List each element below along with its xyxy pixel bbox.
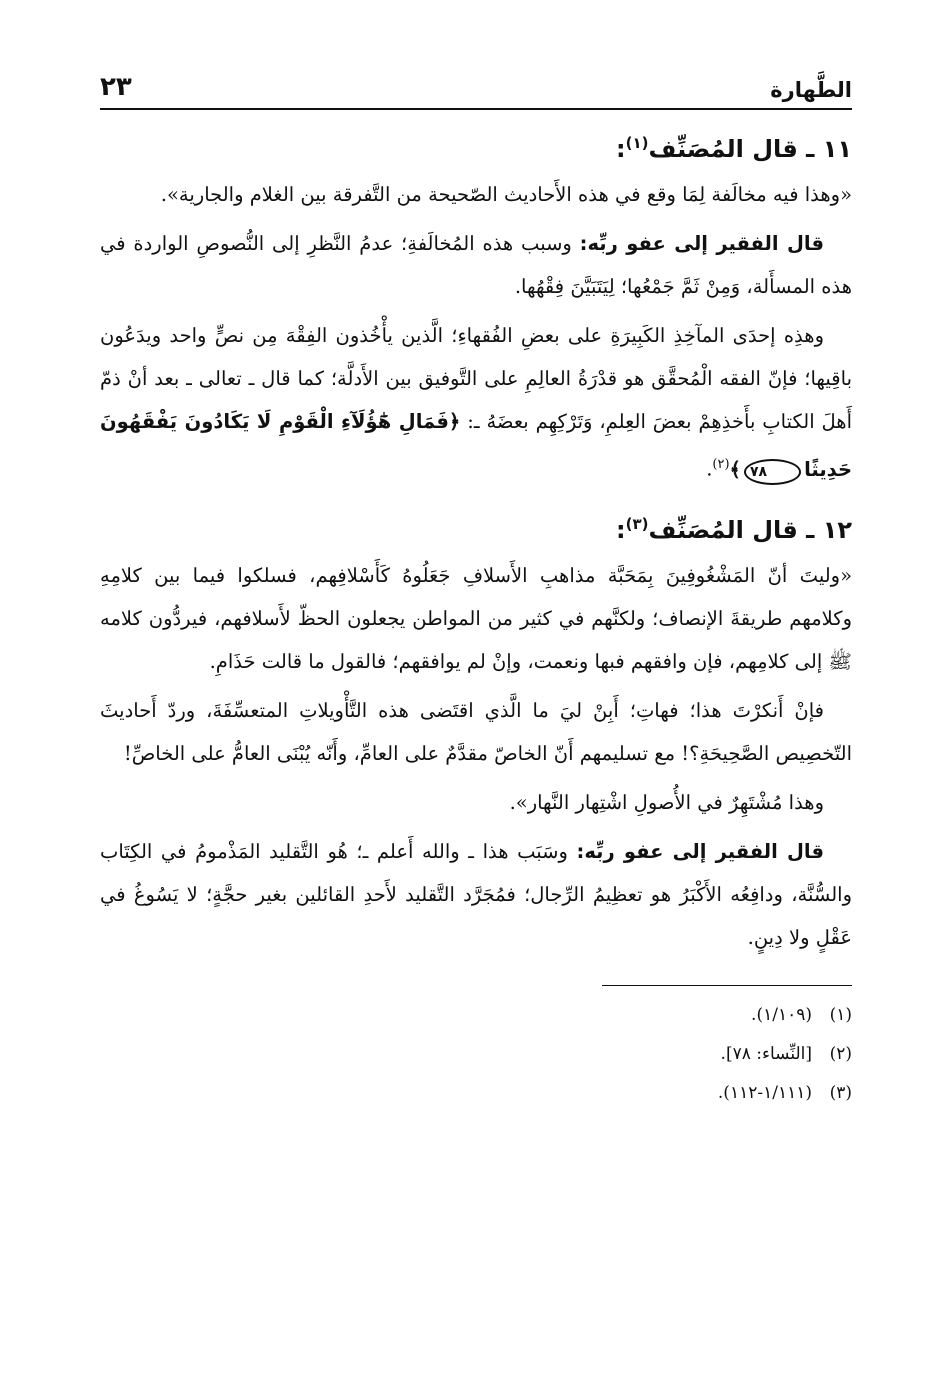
footnote-ref-3: (٣) — [625, 514, 649, 533]
ayah-number-badge: ٧٨ — [744, 459, 801, 485]
footnote-separator — [602, 985, 852, 986]
page-number: ٢٣ — [100, 72, 132, 102]
footnote: (٣)(١/١١١-١١٢). — [717, 1082, 852, 1103]
commentary-paragraph: قال الفقير إلى عفو ربِّه: وسبب هذه المُخالَفةِ؛ عدمُ النَّظرِ إلى النُّصوصِ الواردة في هذه المسأَلة، وَمِنْ ثَمَّ جَمْعُها؛ لِيَتَبَيَّنَ فِقْهُها. — [100, 232, 852, 298]
header-rule — [100, 108, 852, 110]
running-title: الطَّهارة — [770, 78, 852, 102]
footnote-ref-2: (٢) — [712, 457, 730, 472]
footnote: (١)(١/١٠٩). — [751, 1004, 852, 1025]
quote-paragraph: «وهذا فيه مخالَفة لِمَا وقع في هذه الأَحاديث الصّحيحة من التَّفرقة بين الغلام والجارية». — [160, 183, 852, 206]
footnote-ref-1: (١) — [625, 134, 649, 152]
commentary-paragraph: قال الفقير إلى عفو ربِّه: وسَبَب هذا ـ والله أَعلم ـ؛ هُو التَّقليد المَذْمومُ في الكِتَاب والسُّنَّة، ودافِعُه الأَكْبَرُ هو تعظِيمُ الرِّجال؛ فمُجَرَّد التَّقليد لأَحدِ القائلين بغير حجَّةٍ؛ لا يَسُوغُ في عَقْلٍ ولا دِينٍ. — [100, 839, 852, 949]
quran-verse: ﴿فَمَالِ هَٰٓؤُلَآءِ الْقَوْمِ لَا يَكَادُونَ يَفْقَهُونَ حَدِيثًا٧٨﴾ — [100, 410, 852, 481]
running-header — [100, 60, 852, 102]
section-11-title: ١١ ـ قال المُصَنِّف$^{(١)}$: — [616, 134, 852, 163]
quote-paragraph: فإنْ أَنكرْتَ هذا؛ فهاتِ؛ أَبِنْ ليَ ما الَّذي اقتَضى هذه التَّأْويلاتِ المتعسِّفَةَ، وردّ أَحاديثَ التّخصِيص الصَّحِيحَةِ؟! مع تسليمهم أَنّ الخاصّ مقدَّمٌ على العامِّ، وأَنّه يُبْنَى العامُّ على الخاصِّ! — [100, 698, 852, 765]
quote-paragraph: «وليتَ أنّ المَشْغُوفِينَ بِمَحَبَّة مذاهبِ الأَسلافِ جَعَلُوهُ كَأَسْلافِهم، فسلكوا فيما بين كلامِهِ وكلامهم طريقةَ الإنصاف؛ ولكنَّهم في كثير من المواطن يجعلون الحظّ لأَسلافهم، فيردُّون كلامه ﷺ إلى كلامِهم، فإن وافقهم فبها ونعمت، وإنْ لم يوافقهم؛ فالقول ما قالت حَذَامِ. — [100, 563, 852, 673]
section-12-title: ١٢ ـ قال المُصَنِّف$^{(٣)}$: — [616, 514, 852, 544]
commentary-lead: قال الفقير إلى عفو ربِّه: — [576, 839, 824, 863]
book-page — [100, 60, 852, 1113]
commentary-paragraph: وهذِه إحدَى المآخِذِ الكَبِيرَةِ على بعضِ الفُقهاءِ؛ الَّذين يأْخُذون الفِقْهَ مِن نصٍّ واحد ويدَعُون باقِيها؛ فإنّ الفقه الْمُحقَّق هو قدْرَةُ العالِمِ على التَّوفيق بين الأَدلَّة؛ كما قال ـ تعالى ـ بعد أنْ ذمّ أَهلَ الكتابِ بأَخذِهِمْ بعضَ العِلمِ، وَتَرْكِهِم بعضَهُ ـ: ﴿فَمَالِ هَٰٓؤُلَآءِ الْقَوْمِ لَا يَكَادُونَ يَفْقَهُونَ حَدِيثًا٧٨﴾$^{(٢)}$. — [100, 314, 852, 491]
commentary-lead: قال الفقير إلى عفو ربِّه: — [579, 232, 824, 255]
quote-paragraph: وهذا مُشْتَهِرٌ في الأُصولِ اشْتِهار النَّهار». — [509, 790, 824, 814]
footnote: (٢)[النِّساء: ٧٨]. — [720, 1043, 852, 1064]
